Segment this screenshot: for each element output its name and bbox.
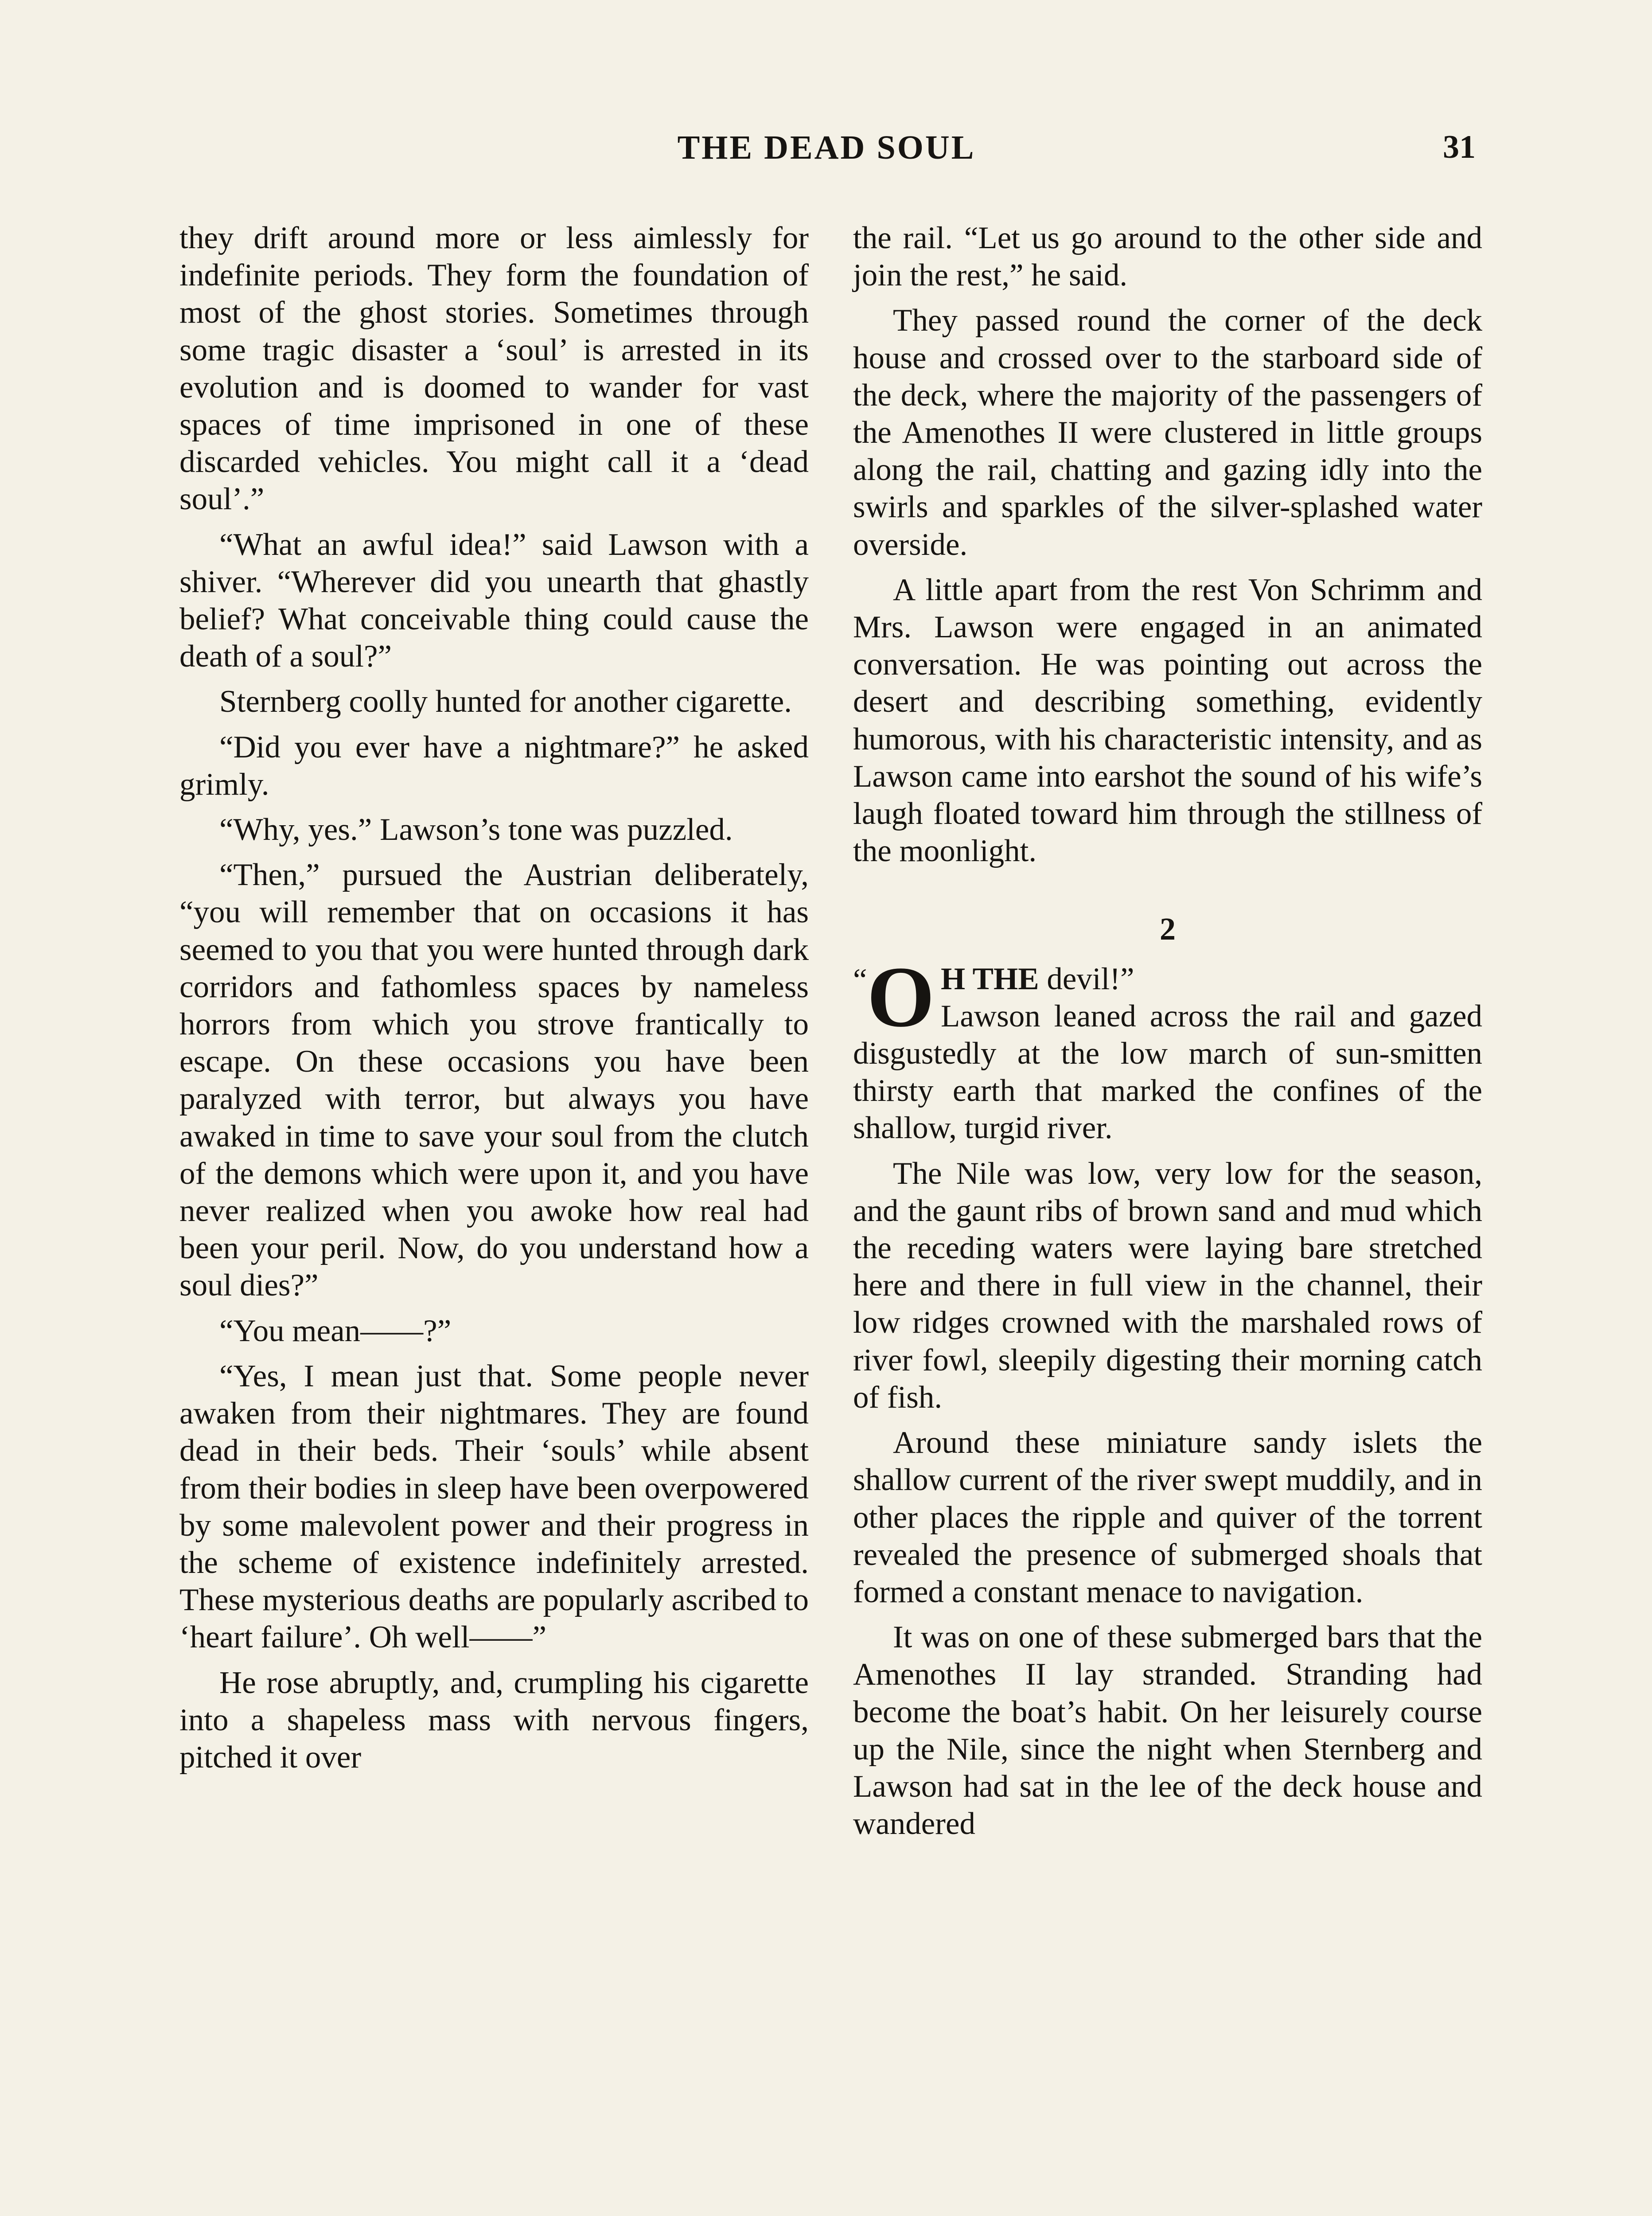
paragraph: “You mean——?” xyxy=(219,1313,452,1348)
paragraph: Sternberg coolly hunted for another cigarette. xyxy=(219,684,792,719)
drop-cap-continuation: Lawson leaned across the rail and gazed disgustedly at the low march of sun-smitten thirsty earth that marked the confines of the shallow, turgid river. xyxy=(853,999,1482,1146)
running-title: THE DEAD SOUL xyxy=(677,129,976,166)
left-column xyxy=(179,219,809,1784)
paragraph: Around these miniature sandy islets the shallow current of the river swept muddily, and in other places the ripple and quiver of the torrent revealed the presence of submerged shoals that formed a constant menace to navigation. xyxy=(853,1425,1482,1609)
paragraph: He rose abruptly, and, crumpling his cigarette into a shapeless mass with nervous fingers, pitched it over xyxy=(179,1665,809,1775)
paragraph: A little apart from the rest Von Schrimm and Mrs. Lawson were engaged in an animated conversation. He was pointing out across the desert and describing something, evidently humorous, with his characteristic intensity, and as Lawson came into earshot the sound of his wife’s laugh floated toward him through the stillness of the moonlight. xyxy=(853,572,1482,869)
paragraph: “Why, yes.” Lawson’s tone was puzzled. xyxy=(219,812,733,847)
paragraph: The Nile was low, very low for the season, and the gaunt ribs of brown sand and mud which the receding waters were laying bare stretched here and there in full view in the channel, their low ridges crowned with the marshaled rows of river fowl, sleepily digesting their morning catch of fish. xyxy=(853,1156,1482,1415)
drop-cap-paragraph xyxy=(853,948,1482,1147)
right-column xyxy=(853,219,1482,1850)
drop-cap-letter: O xyxy=(867,948,935,1045)
page-number: 31 xyxy=(1443,129,1476,165)
paragraph: the rail. “Let us go around to the other side and join the rest,” he said. xyxy=(853,221,1482,293)
running-head xyxy=(177,129,1476,177)
drop-cap-rest: devil!” xyxy=(1039,961,1134,996)
opening-quote: “ xyxy=(853,962,867,997)
paragraph: “What an awful idea!” said Lawson with a shiver. “Wherever did you unearth that ghastly belief? What conceivable thing could cause the death of a soul?” xyxy=(179,527,809,674)
paragraph: “Did you ever have a nightmare?” he asked grimly. xyxy=(179,730,809,802)
paragraph: They passed round the corner of the deck house and crossed over to the starboard side of the deck, where the majority of the passengers of the Amenothes II were clustered in little groups along the rail, chatting and gazing idly into the swirls and sparkles of the silver-splashed water overside. xyxy=(853,303,1482,562)
paragraph: “Yes, I mean just that. Some people never awaken from their nightmares. They are found dead in their beds. Their ‘souls’ while absent from their bodies in sleep have been overpowered by some malevolent power and their progress in the scheme of existence indefinitely arrested. These mysterious deaths are popularly ascribed to ‘heart failure’. Oh well——” xyxy=(179,1358,809,1655)
paragraph: It was on one of these submerged bars that the Amenothes II lay stranded. Stranding had become the boat’s habit. On her leisurely course up the Nile, since the night when Sternberg and Lawson had sat in the lee of the deck house and wandered xyxy=(853,1620,1482,1841)
paragraph: they drift around more or less aimlessly for indefinite periods. They form the foundation of most of the ghost stories. Sometimes through some tragic disaster a ‘soul’ is arrested in its evolution and is doomed to wander for vast spaces of time imprisoned in one of these discarded vehicles. You might call it a ‘dead soul’.” xyxy=(179,221,809,517)
paragraph: “Then,” pursued the Austrian deliberately, “you will remember that on occasions it has seemed to you that you were hunted through dark corridors and fathomless spaces by nameless horrors from which you strove frantically to escape. On these occasions you have been paralyzed with terror, but always you have awaked in time to save your soul from the clutch of the demons which were upon it, and you have never realized when you awoke how real had been your peril. Now, do you understand how a soul dies?” xyxy=(179,858,809,1303)
drop-cap-smallcaps: H THE xyxy=(940,961,1039,996)
section-number: 2 xyxy=(1160,911,1176,947)
